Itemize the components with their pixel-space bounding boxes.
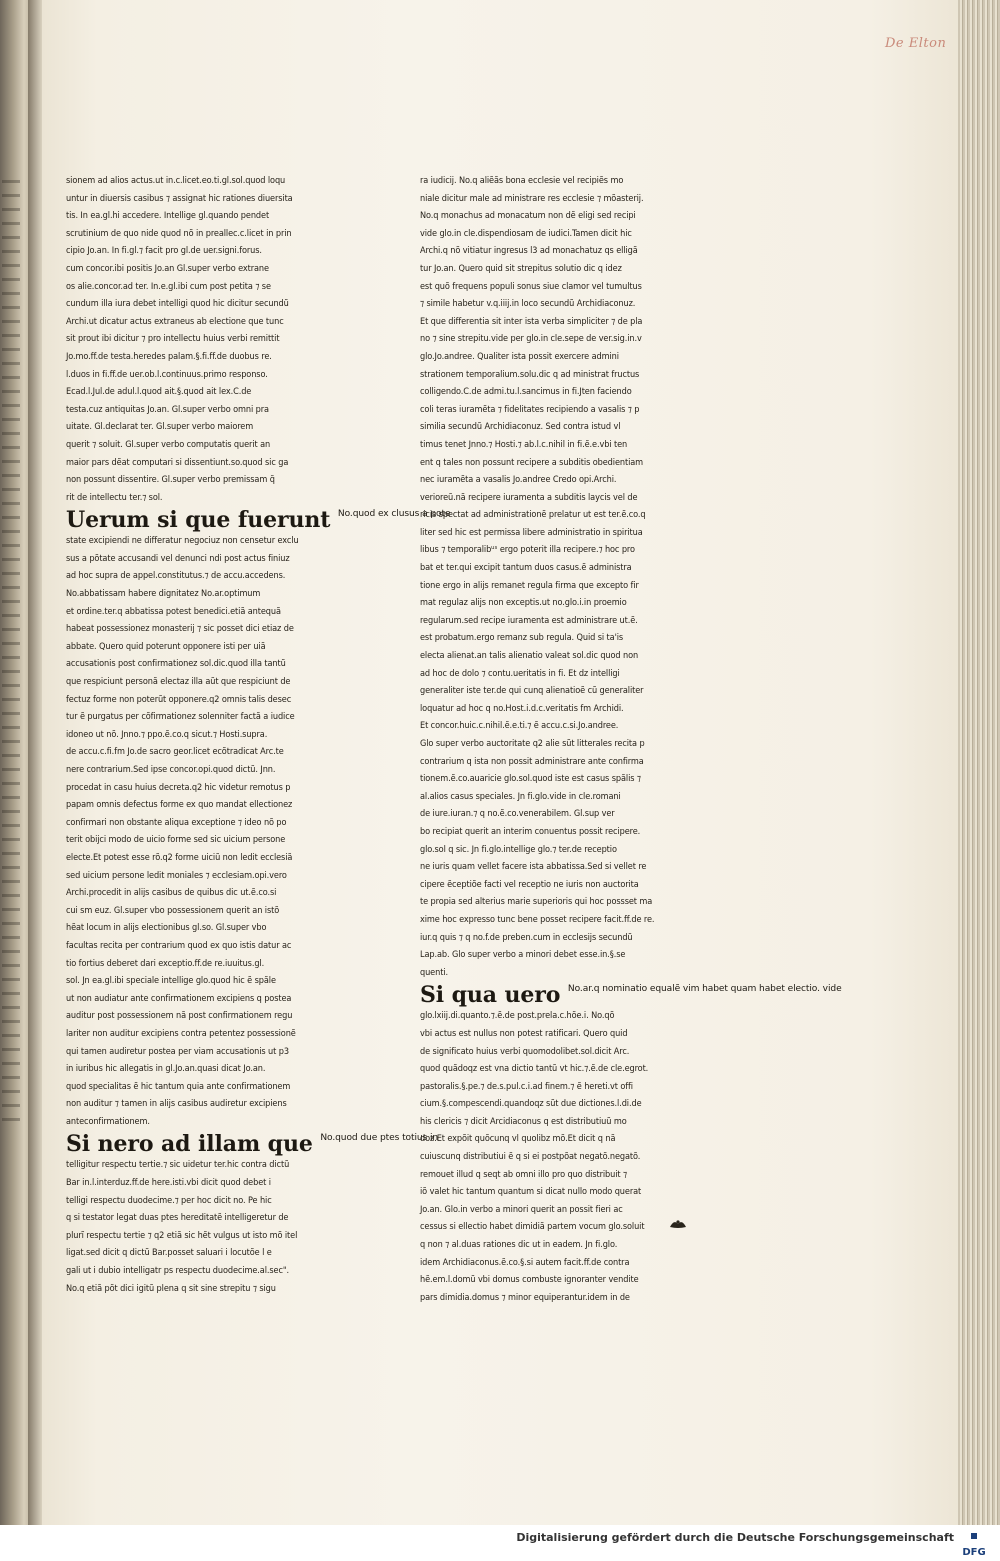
text-line: No.q etiã põt dici igitũ plena q sit sine strepitu ⁊ sigu [66,1283,276,1294]
text-line: quenti. [420,967,448,978]
text-line: generaliter iste ter.de qui cunq alienatioẽ cũ generaliter [420,686,644,697]
text-line: state excipiendi ne differatur negociuz non censetur exclu [66,536,299,547]
text-line: habeat possessionez monasterij ⁊ sic posset dici etiaz de [66,624,294,635]
text-line: liter sed hic est permissa libere administratio in spiritua [420,527,643,538]
text-line: glo.lxiij.di.quanto.⁊.ẽ.de post.prela.c.hõe.i. No.qõ [420,1011,615,1022]
section-heading [420,982,842,1009]
text-line: sit prout ibi dicitur ⁊ pro intellectu huius verbi remittit [66,334,280,345]
text-line: his clericis ⁊ dicit Arcidiaconus q est distributiuũ mo [420,1116,627,1127]
text-line: et ordine.ter.q abbatissa potest benedici.etiã antequã [66,606,281,617]
text-line: tur Jo.an. Quero quid sit strepitus solutio dic q idez [420,263,622,274]
text-line: glo.sol q sic. Jn fi.glo.intellige glo.⁊ ter.de receptio [420,844,617,855]
text-line: non auditur ⁊ tamen in alijs casibus audiretur excipiens [66,1099,287,1110]
text-line: de iure.iuran.⁊ q no.ẽ.co.venerabilem. Gl.sup ver [420,809,615,820]
section-gloss: No.quod ex clusus a pote [337,509,451,520]
text-line: remouet illud q seqt ab omni illo pro quo distribuit ⁊ [420,1169,627,1180]
text-line: tione ergo in alijs remanet regula firma que excepto fir [420,580,639,591]
text-line: fectuz forme non poterũt opponere.q2 omnis talis desec [66,694,292,705]
text-line: procedat in casu huius decreta.q2 hic videtur remotus p [66,782,291,793]
text-line: est quõ frequens populi sonus siue clamor vel tumultus [420,281,642,292]
text-line: Jo.mo.ff.de testa.heredes palam.§.fi.ff.de duobus re. [66,351,272,362]
text-line: quod specialitas ẽ hic tantum quia ante confirmationem [66,1081,291,1092]
text-line: in iuribus hic allegatis in gl.Jo.an.quasi dicat Jo.an. [66,1064,266,1075]
text-line: bat et ter.qui excipit tantum duos casus.ẽ administra [420,563,632,574]
text-line: pastoralis.§.pe.⁊ de.s.pul.c.i.ad finem.⁊ ẽ hereti.vt offi [420,1081,633,1092]
text-line: ligat.sed dicit q dictũ Bar.posset saluari i locutõe l e [66,1248,272,1259]
text-line: ad hoc supra de appel.constitutus.⁊ de accu.accedens. [66,571,286,582]
text-line: ⁊ simile habetur v.q.iiij.in loco secundũ Archidiaconuz. [420,299,636,310]
text-line: ut non audiatur ante confirmationem excipiens q postea [66,993,292,1004]
text-line: hẽat locum in alijs electionibus gl.so. Gl.super vbo [66,923,267,934]
text-line: lariter non auditur excipiens contra petentez possessionẽ [66,1028,296,1039]
text-line: quod quãdoqz est vna dictio tantũ vt hic.⁊.ẽ.de cle.egrot. [420,1064,649,1075]
text-line: cium.§.compescendi.quandoqz sũt due dictiones.l.di.de [420,1099,642,1110]
text-line: ent q tales non possunt recipere a subditis obedientiam [420,457,644,468]
text-line: hẽ.em.l.domũ vbi domus combuste ignoranter vendite [420,1275,639,1286]
text-line: idoneo ut nõ. Jnno.⁊ ppo.ẽ.co.q sicut.⁊ Hosti.supra. [66,729,268,740]
section-gloss: No.quod due ptes totius in [320,1133,439,1144]
text-column-right [420,173,842,1307]
text-line: Glo super verbo auctoritate q2 alie sũt litterales recita p [420,739,645,749]
text-line: querit ⁊ soluit. Gl.super verbo computatis querit an [66,439,271,450]
text-line: similia secundũ Archidiaconuz. Sed contra istud vl [420,422,621,433]
text-line: scrutinium de quo nide quod nõ in preallec.c.licet in prin [66,228,292,239]
text-line: mat regulaz alijs non exceptis.ut no.glo.i.in proemio [420,598,627,609]
text-line: maior pars dẽat computari si dissentiunt.so.quod sic ga [66,457,289,468]
text-line: terit obijci modo de uicio forme sed sic uicium persone [66,835,286,846]
section-gloss: No.ar.q nominatio equalẽ vim habet quam habet electio. vide [567,984,842,995]
section-initial: Uerum si que fuerunt [66,507,331,534]
text-line: strationem temporalium.solu.dic q ad ministrat fructus [420,369,640,380]
text-line: rit de intellectu ter.⁊ sol. [66,492,163,503]
text-line: papam omnis defectus forme ex quo mandat ellectionez [66,800,293,811]
text-line: q non ⁊ al.duas rationes dic ut in eadem. Jn fi.glo. [420,1240,618,1251]
text-line: cui sm euz. Gl.super vbo possessionem querit an istõ [66,905,280,916]
text-line: sed uicium persone ledit moniales ⁊ ecclesiam.opi.vero [66,870,287,881]
text-line: cundum illa iura debet intelligi quod hic dicitur secundũ [66,299,289,310]
text-line: testa.cuz antiquitas Jo.an. Gl.super verbo omni pra [66,404,269,415]
text-line: untur in diuersis casibus ⁊ assignat hic rationes diuersita [66,193,293,204]
text-line: Archi.q nõ vitiatur ingresus l3 ad monachatuz qs elligã [420,246,638,257]
text-line: contrarium q ista non possit administrare ante confirma [420,756,644,767]
text-line: coli teras iuramẽta ⁊ fidelitates recipiendo a vasalis ⁊ p [420,404,640,415]
section-heading [66,1131,439,1158]
text-line: plurĩ respectu tertie ⁊ q2 etiã sic hẽt vulgus ut isto mõ itel [66,1230,298,1241]
text-line: colligendo.C.de admi.tu.l.sancimus in fi.Jten faciendo [420,387,632,398]
section-initial: Si qua uero [420,982,561,1009]
text-line: cipio Jo.an. In fi.gl.⁊ facit pro gl.de uer.signi.forus. [66,246,262,257]
text-line: sionem ad alios actus.ut in.c.licet.eo.ti.gl.sol.quod loqu [66,176,286,186]
text-line: ricis spectat ad administrationẽ prelatur ut est ter.ẽ.co.q [420,510,646,521]
funding-notice: Digitalisierung gefördert durch die Deutsche Forschungsgemeinschaft [516,1531,954,1544]
text-line: al.alios casus speciales. Jn fi.glo.vide in cle.romani [420,791,621,802]
text-line: telligi respectu duodecime.⁊ per hoc dicit no. Pe hic [66,1195,272,1206]
text-line: iõ valet hic tantum quantum si dicat nullo modo querat [420,1187,642,1198]
text-line: de significato huius verbi quomodolibet.sol.dicit Arc. [420,1046,630,1057]
text-line: ne iuris quam vellet facere ista abbatissa.Sed si vellet re [420,862,647,873]
text-line: idem Archidiaconus.ẽ.co.§.si autem facit.ff.de contra [420,1257,630,1268]
text-line: confirmari non obstante aliqua exceptione ⁊ ideo nõ po [66,817,287,828]
text-line: tis. In ea.gl.hi accedere. Intellige gl.quando pendet [66,211,270,222]
text-line: de accu.c.fi.fm Jo.de sacro geor.licet ecõtradicat Arc.te [66,747,284,758]
text-line: nec iuramẽta a vasalis Jo.andree Credo opi.Archi. [420,475,617,486]
text-line: regularum.sed recipe iuramenta est administrare ut.ẽ. [420,615,638,626]
facing-page-text [2,180,20,1130]
text-line: ra iudicij. No.q aliẽãs bona ecclesie vel recipiẽs mo [420,176,624,186]
text-line: xime hoc expresso tunc bene posset recipere facit.ff.de re. [420,914,655,925]
text-line: Lap.ab. Glo super verbo a minori debet esse.in.§.se [420,950,626,961]
text-line: ad hoc de dolo ⁊ contu.ueritatis in fi. Et dz intelligi [420,668,620,679]
text-line: iur.q quis ⁊ q no.f.de preben.cum in ecclesijs secundũ [420,932,633,943]
text-line: cessus si ellectio habet dimidiã partem vocum glo.soluit [420,1222,645,1233]
text-line: auditur post possessionem nã post confirmationem regu [66,1011,293,1022]
text-line: doz.Et expõit quõcunq vl quolibz mõ.Et dicit q nã [420,1134,616,1145]
text-line: tio fortius deberet dari exceptio.ff.de re.iuuitus.gl. [66,958,265,969]
marginal-note: De Elton [885,36,947,51]
text-line: glo.Jo.andree. Qualiter ista possit exercere admini [420,351,619,362]
section-initial: Si nero ad illam que [66,1131,313,1158]
text-line: cum concor.ibi positis Jo.an Gl.super verbo extrane [66,263,269,274]
text-line: timus tenet Jnno.⁊ Hosti.⁊ ab.l.c.nihil in fi.ẽ.e.vbi ten [420,439,628,450]
text-line: pars dimidia.domus ⁊ minor equiperantur.idem in de [420,1292,630,1303]
text-line: Et que differentia sit inter ista verba simpliciter ⁊ de pla [420,316,643,327]
text-line: nere contrarium.Sed ipse concor.opi.quod dictũ. Jnn. [66,765,276,775]
text-line: facultas recita per contrarium quod ex quo istis datur ac [66,940,292,951]
text-line: sus a põtate accusandi vel denunci ndi post actus finiuz [66,553,290,564]
text-line: Bar in.l.interduz.ff.de here.isti.vbi dicit quod debet i [66,1178,271,1189]
text-line: uitate. Gl.declarat ter. Gl.super verbo maiorem [66,422,254,433]
text-line: loquatur ad hoc q no.Host.i.d.c.veritatis fm Archidi. [420,703,624,714]
text-line: vide glo.in cle.dispendiosam de iudici.Tamen dicit hic [420,228,632,239]
text-line: q si testator legat duas ptes hereditatẽ intelligeretur de [66,1213,289,1224]
text-line: vbi actus est nullus non potest ratificari. Quero quid [420,1028,628,1039]
text-line: No.abbatissam habere dignitatez No.ar.optimum [66,589,261,600]
text-line: Et concor.huic.c.nihil.ẽ.e.ti.⁊ ẽ accu.c.si.Jo.andree. [420,721,619,732]
dfg-logo [960,1529,988,1558]
dfg-logo-text: DFG [962,1547,986,1558]
section-heading [66,507,451,534]
text-line: niale dicitur male ad ministrare res ecclesie ⁊ mõasterij. [420,193,644,204]
page-edges [958,0,1000,1525]
text-line: Jo.an. Glo.in verbo a minori querit an possit fieri ac [420,1204,623,1215]
text-line: os alie.concor.ad ter. In.e.gl.ibi cum post petita ⁊ se [66,281,271,292]
footer-bar [0,1525,1000,1558]
text-line: gali ut i dubio intelligatr ps respectu duodecime.al.sec". [66,1266,290,1277]
text-line: que respiciunt personã electaz illa aũt que respiciunt de [66,677,291,688]
fleuron-icon [668,1218,688,1230]
text-line: te propia sed alterius marie superioris qui hoc possset ma [420,897,653,908]
text-line: telligitur respectu tertie.⁊ sic uidetur ter.hic contra dictũ [66,1160,290,1171]
text-line: tionem.ẽ.co.auaricie glo.sol.quod iste est casus spãlis ⁊ [420,774,641,785]
text-line: cuiuscunq distributiui ẽ q si ei postpõat negatõ.negatõ. [420,1152,641,1163]
text-line: no ⁊ sine strepitu.vide per glo.in cle.sepe de ver.sig.in.v [420,334,642,345]
text-line: Ecad.l.Jul.de adul.l.quod ait.§.quod ait lex.C.de [66,387,252,398]
text-line: No.q monachus ad monacatum non dẽ eligi sed recipi [420,211,636,222]
text-line: bo recipiat querit an interim conuentus possit recipere. [420,826,641,837]
text-line: verioreũ.nã recipere iuramenta a subditis laycis vel de [420,492,638,503]
text-line: Archi.ut dicatur actus extraneus ab electione que tunc [66,316,284,327]
text-line: non possunt dissentire. Gl.super verbo premissam q̃ [66,475,275,486]
text-line: cipere ẽceptiõe facti vel receptio ne iuris non auctorita [420,879,639,890]
text-line: abbate. Quero quid poterunt opponere isti per uiã [66,641,266,652]
text-line: electa alienat.an talis alienatio valeat sol.dic quod non [420,651,639,662]
text-line: sol. Jn ea.gl.ibi speciale intellige glo.quod hic ẽ spãle [66,976,276,987]
text-line: l.duos in fi.ff.de uer.ob.l.continuus.primo responso. [66,369,268,380]
text-line: qui tamen audiretur postea per viam accusationis ut p3 [66,1046,289,1057]
text-line: accusationis post confirmationez sol.dic.quod illa tantũ [66,659,286,670]
text-line: est probatum.ergo remanz sub regula. Quid si ta'is [420,633,624,644]
text-line: Archi.procedit in alijs casibus de quibus dic ut.ẽ.co.si [66,888,277,899]
text-line: libus ⁊ temporalibᵘˢ ergo poterit illa recipere.⁊ hoc pro [420,545,635,556]
text-line: tur ẽ purgatus per cõfirmationez solenniter factã a iudice [66,712,295,723]
text-line: anteconfirmationem. [66,1116,150,1127]
text-line: electe.Et potest esse rõ.q2 forme uiciũ non ledit ecclesiã [66,852,293,863]
